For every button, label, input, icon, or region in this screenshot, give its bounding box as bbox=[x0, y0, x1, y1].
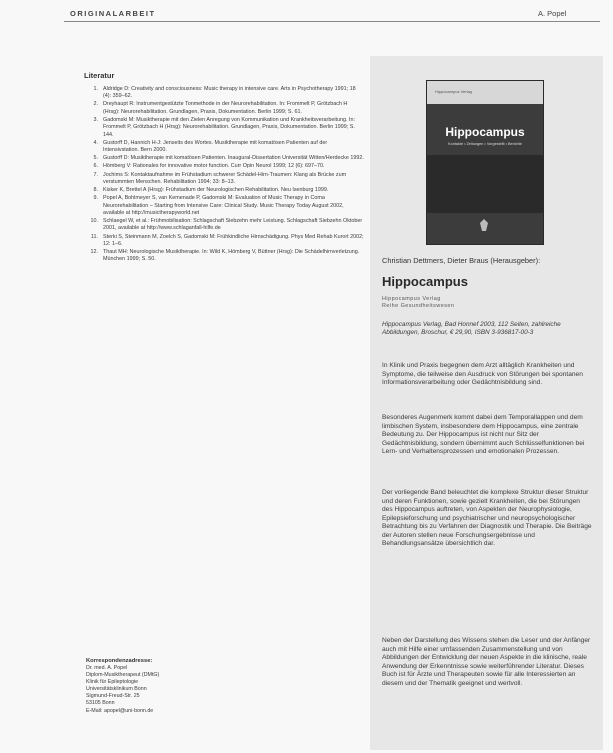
book-editors: Christian Dettmers, Dieter Braus (Herausgeber): bbox=[382, 256, 541, 265]
reference-number: 12. bbox=[90, 249, 98, 256]
book-subtitle-line: Reihe Gesundheitswesen bbox=[382, 303, 455, 309]
book-bibliographic-info: Hippocampus Verlag, Bad Honnef 2003, 112 Seiten, zahlreiche Abbildungen, Broschur, € 29,90, ISBN 3-936817-00-3 bbox=[382, 321, 561, 337]
reference-text: Hömberg V: Rationales for innovative motor function. Curr Opin Neurol 1999; 12 (6): 697–70. bbox=[103, 163, 325, 170]
reference-item bbox=[84, 234, 364, 249]
reference-item bbox=[84, 195, 364, 217]
correspondence-line: Diplom-Musiktherapeut (DMtG) bbox=[86, 672, 160, 679]
reference-item bbox=[84, 86, 364, 101]
correspondence-heading: Korrespondenzadresse: bbox=[86, 658, 153, 664]
reference-list bbox=[84, 86, 364, 265]
review-paragraph: In Klinik und Praxis begegnen dem Arzt alltäglich Krankheiten und Symptome, die teilweise den Ausdruck von Störungen bei spontanen Informationsverarbeitung oder Gedächtnisbildung sind. bbox=[382, 362, 583, 386]
reference-text: Gustorff D: Musiktherapie mit komatösen Patienten. Inaugural-Dissertation Universität Witten/Herdecke 1992. bbox=[103, 155, 364, 162]
reference-number: 8. bbox=[93, 187, 98, 194]
book-title: Hippocampus bbox=[382, 274, 468, 289]
review-paragraph: Besonderes Augenmerk kommt dabei dem Temporallappen und dem limbischen System, insbesondere dem Hippocampus, eine zentrale Bedeutung zu. Der Hippocampus ist nicht nur Sitz der Gedächtnisbildung, sondern übernimmt auch Schlüsselfunktionen bei Lern- und Verhaltensprozessen und emotionalen Prozessen. bbox=[382, 414, 585, 455]
reference-number: 6. bbox=[93, 163, 98, 170]
literature-heading: Literatur bbox=[84, 71, 115, 80]
reference-item bbox=[84, 187, 364, 194]
correspondence-email: E-Mail: apopel@uni-bonn.de bbox=[86, 707, 154, 714]
header-author: A. Popel bbox=[538, 9, 567, 18]
book-review-box bbox=[370, 56, 603, 750]
reference-text: Gadomski M: Musiktherapie mit den Zielen Anregung von Kommunikation und Krankheitsverarbeitung. In: Frommelt P, Grötzbach H (Hrsg): Neurorehabilitation. Grundlagen, Praxis, Dokumentation. Berlin 1999; S. 144. bbox=[103, 116, 355, 138]
reference-number: 7. bbox=[93, 171, 98, 178]
reference-text: Aldridge D: Creativity and consciousness: Music therapy in intensive care. Arts in Psychotherapy 1991; 18 (4): 359–62. bbox=[103, 86, 356, 100]
reference-text: Gustorff D, Hannich H-J: Jenseits des Wortes. Musiktherapie mit komatösen Patienten auf der Intensivstation. Bern 2000. bbox=[103, 139, 328, 154]
reference-text: Dreyhaupt R: Instrumentgestützte Tonmethode in der Neurorehabilitation. In: Frommelt P, Grötzbach H (Hrsg): Neurorehabilitation. Grundlagen, Praxis, Dokumentation. Berlin 1999; S. 61. bbox=[103, 101, 348, 115]
reference-item bbox=[84, 218, 364, 233]
reference-number: 9. bbox=[93, 195, 98, 202]
cover-dark-band bbox=[427, 155, 543, 213]
correspondence-address bbox=[86, 658, 286, 715]
book-subtitle bbox=[382, 296, 454, 310]
reference-text: Kisker K, Brettel A (Hrsg): Frühstadium der Neurologischen Rehabilitation. Neu Isenburg 1999. bbox=[103, 187, 329, 194]
reference-text: Popel A, Bohlmeyer S, van Kemenade P, Gadomski M: Evaluation of Music Therapy in Coma Neurorehabilitation – Starting from Intensive Care: Clinical Study. Music Therapy Today August 2002, available at http://musictherapyworld.net bbox=[103, 195, 344, 216]
book-cover-image bbox=[426, 80, 544, 245]
reference-text: Jochims S: Kontaktaufnahme im Frühstadium schwerer Schädel-Hirn-Traumen: Klang als Brücke zum verstummten Menschen. Rehabilitation 1994; 33: 8–13. bbox=[103, 171, 347, 185]
reference-number: 10. bbox=[90, 218, 98, 225]
reference-number: 11. bbox=[90, 233, 98, 240]
reference-text: Schlaegel W, et al.: Frühmobilisation: Schlagschaft Siebzehn mehr Leistung. Schlagschaft Siebzehn Oktober 2001, available at http://www.schlaganfall-hilfe.de bbox=[103, 218, 363, 232]
reference-item bbox=[84, 249, 364, 264]
reference-number: 1. bbox=[93, 86, 98, 92]
header-rule bbox=[64, 21, 600, 22]
cover-publisher: Hippocampus Verlag bbox=[435, 89, 472, 94]
reference-item bbox=[84, 101, 364, 116]
reference-number: 4. bbox=[93, 139, 98, 146]
reference-text: Sterki S, Steinmann M, Zoelch S, Gadomski M: Frühkindliche Hirnschädigung. Phys Med Rehab Kurort 2002; 12: 1–6. bbox=[103, 233, 364, 247]
reference-item bbox=[84, 117, 364, 139]
correspondence-line: Sigmund-Freud-Str. 25 bbox=[86, 693, 140, 700]
reference-number: 3. bbox=[93, 116, 98, 123]
reference-item bbox=[84, 155, 364, 162]
reference-item bbox=[84, 172, 364, 187]
book-subtitle-line: Hippocampus Verlag bbox=[382, 296, 441, 302]
cover-subtitle: Kontakte • Zeitungen • Vorgestellt • Berichte bbox=[448, 142, 522, 146]
correspondence-line: 53105 Bonn bbox=[86, 700, 115, 707]
correspondence-line: Klinik für Epileptologie bbox=[86, 679, 139, 686]
review-paragraph: Der vorliegende Band beleuchtet die komplexe Struktur dieser Struktur und deren Funktionen, sowie gezielt Krankheiten, die bei Störungen des Hippocampus auftreten, von Aspekten der Neurophysiologie, Epilepsieforschung und psychiatrischer und neuropsychologischer Betrachtung bis zu Verfahren der Diagnostik und Therapie. Die Beiträge der Autoren stellen neue Forschungsergebnisse und Behandlungsansätze übersichtlich dar. bbox=[382, 489, 592, 547]
review-paragraph: Neben der Darstellung des Wissens stehen die Leser und der Anfänger auch mit Hilfe einer umfassenden Zusammenstellung und von Abbildungen der Entwicklung der neuen Aspekte in die klinische, reale Anwendung der Erkenntnisse sowie weiterführender Literatur. Dieses Buch ist für Ärzte und Therapeuten sowie für alle Interessierten an diesem und der Thematik geeignet und wertvoll. bbox=[382, 637, 591, 687]
reference-text: Thaut MH: Neurologische Musiktherapie. In: Wild K, Hömberg V, Büttner (Hrsg): Die Schädelhirnverletzung. München 1999; S. 50. bbox=[103, 249, 360, 263]
reference-item bbox=[84, 140, 364, 155]
cover-title: Hippocampus bbox=[445, 125, 525, 139]
section-label: ORIGINALARBEIT bbox=[70, 9, 156, 18]
reference-item bbox=[84, 163, 364, 170]
correspondence-line: Dr. med. A. Popel bbox=[86, 665, 128, 671]
reference-number: 5. bbox=[93, 155, 98, 162]
correspondence-line: Universitätsklinikum Bonn bbox=[86, 686, 147, 693]
publisher-logo-icon bbox=[479, 219, 489, 231]
reference-number: 2. bbox=[93, 101, 98, 108]
